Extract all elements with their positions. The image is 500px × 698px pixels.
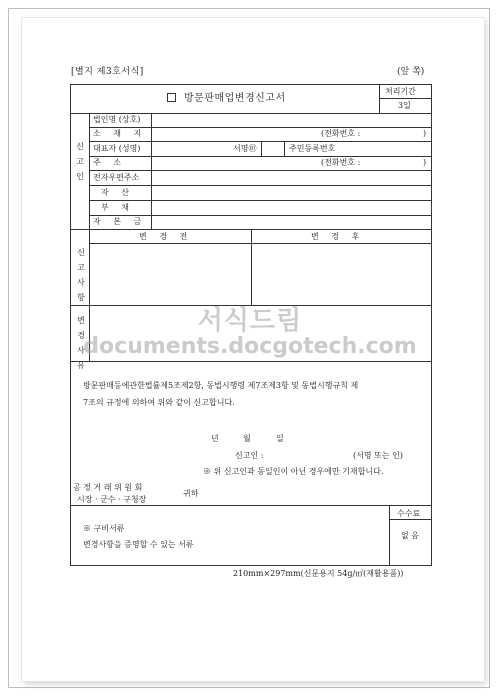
form-code: [별지 제3호서식]	[71, 67, 144, 77]
row-line	[89, 141, 431, 142]
fee-divider	[389, 505, 390, 565]
address-phone-label: (전화번호 :	[321, 158, 361, 167]
declaration-line-1: 방문판매등에관한법률제5조제2항, 동법시행령 제7조제3항 및 동법시행규칙 제	[83, 381, 359, 390]
location-phone-close: )	[423, 129, 427, 138]
attachments-item: 변경사항을 증명할 수 있는 서류	[83, 540, 194, 549]
paper-size-note: 210mm×297mm(신문용지 54g/㎡(재활용품))	[233, 569, 404, 578]
row-label-representative: 대표자 (성명)	[93, 144, 141, 153]
change-col-divider	[89, 229, 90, 305]
signer-sign: (서명 또는 인)	[353, 451, 403, 460]
date-month: 월	[243, 434, 251, 443]
declaration-divider	[71, 505, 431, 506]
fee-label: 수수료	[397, 509, 421, 518]
watermark-title: 서식드림	[197, 306, 303, 336]
processing-label: 처리기간	[385, 87, 416, 96]
row-label-email: 전자우편주소	[93, 173, 140, 182]
reporter-section-label: 신고인	[76, 142, 84, 181]
reason-divider	[71, 361, 431, 362]
row-line	[89, 215, 431, 216]
title-checkbox[interactable]	[167, 93, 176, 102]
row-label-assets: 자 산	[101, 188, 134, 197]
recipient-line-1: 공 정 거 래 위 원 회	[73, 483, 143, 492]
reporter-label-divider	[151, 113, 152, 229]
recipient-line-2: 시장 · 군수 · 구청장	[77, 495, 147, 504]
reason-section-label: 변경사유	[77, 316, 85, 370]
change-section-label: 신고사항	[77, 248, 85, 302]
rrn-label: 주민등록번호	[289, 144, 336, 153]
form-title	[167, 93, 286, 104]
page-side: (앞 쪽)	[397, 67, 425, 77]
row-line	[89, 185, 431, 186]
row-label-company: 법인명 (상호)	[93, 115, 141, 124]
signer-label: 신고인 :	[235, 451, 264, 460]
row-label-capital: 자 본 금	[93, 217, 147, 226]
date-day: 일	[276, 434, 284, 443]
processing-split	[379, 98, 431, 99]
recipient-suffix: 귀하	[183, 489, 199, 498]
change-header-line	[89, 243, 431, 244]
reporter-col-divider	[89, 113, 90, 229]
change-before-label: 변 경 전	[139, 232, 193, 241]
declaration-note: ※ 위 신고인과 동일인이 아닌 경우에만 기재합니다.	[203, 467, 384, 476]
title-text: 방문판매업변경신고서	[184, 93, 286, 104]
sign-label: 서명㊞	[233, 144, 257, 153]
date-year: 년	[211, 434, 219, 443]
change-after-label: 변 경 후	[311, 232, 365, 241]
change-mid-divider	[251, 229, 252, 305]
row-label-address: 주 소	[93, 158, 126, 167]
row-line	[89, 170, 431, 171]
row-label-location: 소 재 지	[93, 129, 147, 138]
processing-divider	[379, 85, 380, 113]
row-line	[89, 200, 431, 201]
processing-value: 3일	[398, 101, 411, 110]
cell-line	[261, 141, 262, 156]
attachments-label: ※ 구비서류	[83, 524, 125, 533]
row-line	[89, 156, 431, 157]
cell-line	[284, 141, 285, 156]
declaration-line-2: 7조의 규정에 의하여 위와 같이 신고합니다.	[83, 398, 235, 407]
location-phone-label: (전화번호 :	[321, 129, 361, 138]
watermark-url: documents.docgotech.com	[83, 334, 417, 359]
row-line	[89, 127, 431, 128]
row-label-liabilities: 부 채	[101, 203, 134, 212]
address-phone-close: )	[423, 158, 427, 167]
fee-split	[389, 519, 431, 520]
title-divider	[71, 113, 431, 114]
fee-value: 없 음	[401, 531, 419, 540]
